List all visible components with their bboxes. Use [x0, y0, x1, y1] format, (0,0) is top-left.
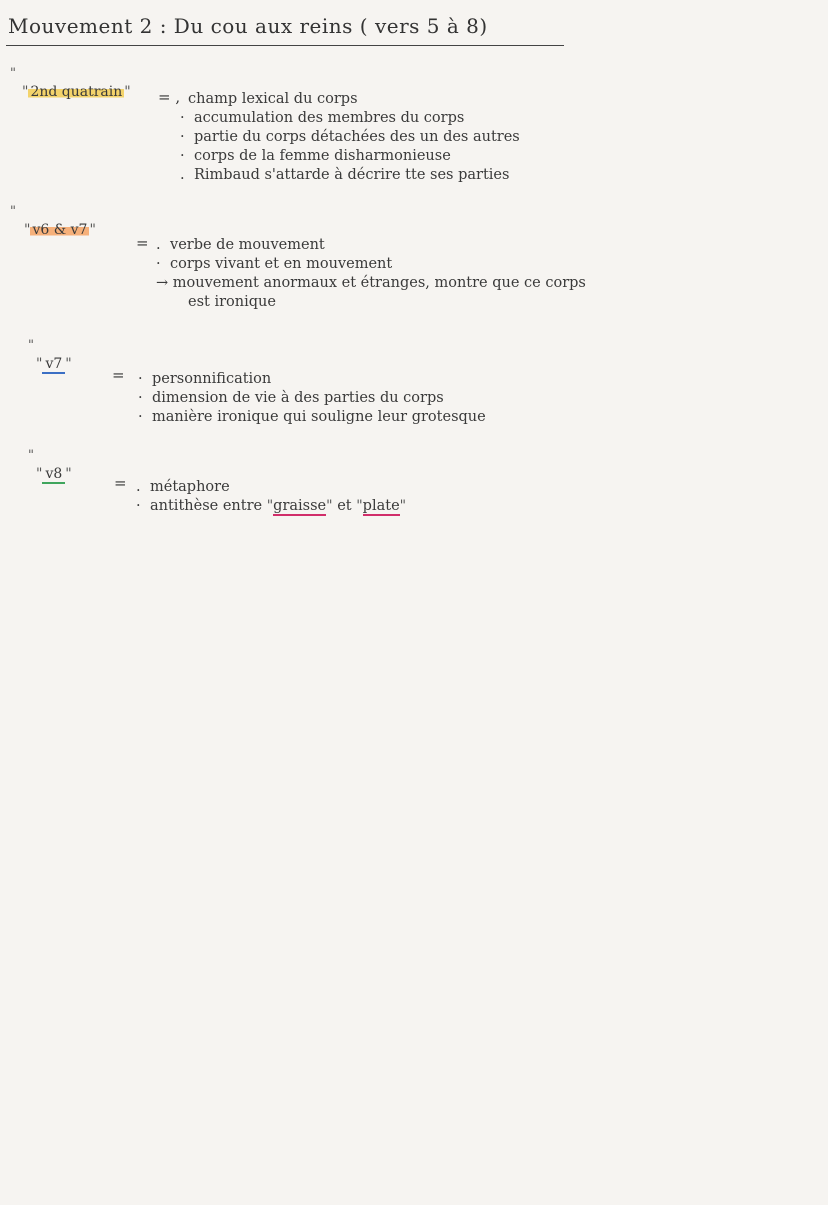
list-item: . métaphore [136, 479, 230, 495]
equals-sign: = [136, 234, 149, 252]
label-text: v8 [42, 466, 65, 484]
list-item: · personnification [138, 371, 272, 387]
conjunction: et [337, 498, 352, 514]
list-item: est ironique [188, 294, 276, 310]
section-items-v8 [136, 478, 406, 516]
open-quote: " [22, 84, 29, 100]
list-item: · dimension de vie à des parties du corps [138, 390, 444, 406]
section-label-v6-v7: " v6 & v7 " [24, 222, 96, 238]
title-underline [6, 45, 564, 46]
quote-plate: plate [362, 498, 400, 514]
section-label-v8: " v8 " [36, 466, 72, 482]
equals-sign: = , [158, 88, 181, 106]
section-label-v7: " v7 " [36, 356, 72, 372]
quote-mark: " [28, 448, 34, 463]
list-item: · accumulation des membres du corps [180, 110, 465, 126]
list-item: · antithèse entre "graisse" et "plate" [136, 498, 407, 514]
section-items-v7 [138, 370, 486, 427]
list-item: · corps vivant et en mouvement [156, 256, 393, 272]
list-item: · manière ironique qui souligne leur grotesque [138, 409, 486, 425]
section-items-v6-v7 [156, 236, 586, 312]
label-text: v6 & v7 [32, 222, 88, 238]
page-title: Mouvement 2 : Du cou aux reins ( vers 5 à 8) [8, 14, 488, 38]
section-items-quatrain [180, 90, 520, 185]
section-label-quatrain [22, 84, 131, 100]
list-item: . verbe de mouvement [156, 237, 325, 253]
equals-sign: = [112, 366, 125, 384]
equals-sign: = [114, 474, 127, 492]
quote-mark: " [10, 204, 16, 219]
label-text: v7 [42, 356, 65, 374]
list-item: · corps de la femme disharmonieuse [180, 148, 451, 164]
quote-mark: " [10, 66, 16, 81]
list-item: → mouvement anormaux et étranges, montre que ce corps [156, 275, 586, 291]
close-quote: " [124, 84, 131, 100]
list-item: · partie du corps détachées des un des autres [180, 129, 520, 145]
list-item: champ lexical du corps [188, 91, 358, 107]
list-item: . Rimbaud s'attarde à décrire tte ses parties [180, 167, 510, 183]
quote-graisse: graisse [273, 498, 327, 514]
label-text: 2nd quatrain [30, 84, 123, 100]
quote-mark: " [28, 338, 34, 353]
